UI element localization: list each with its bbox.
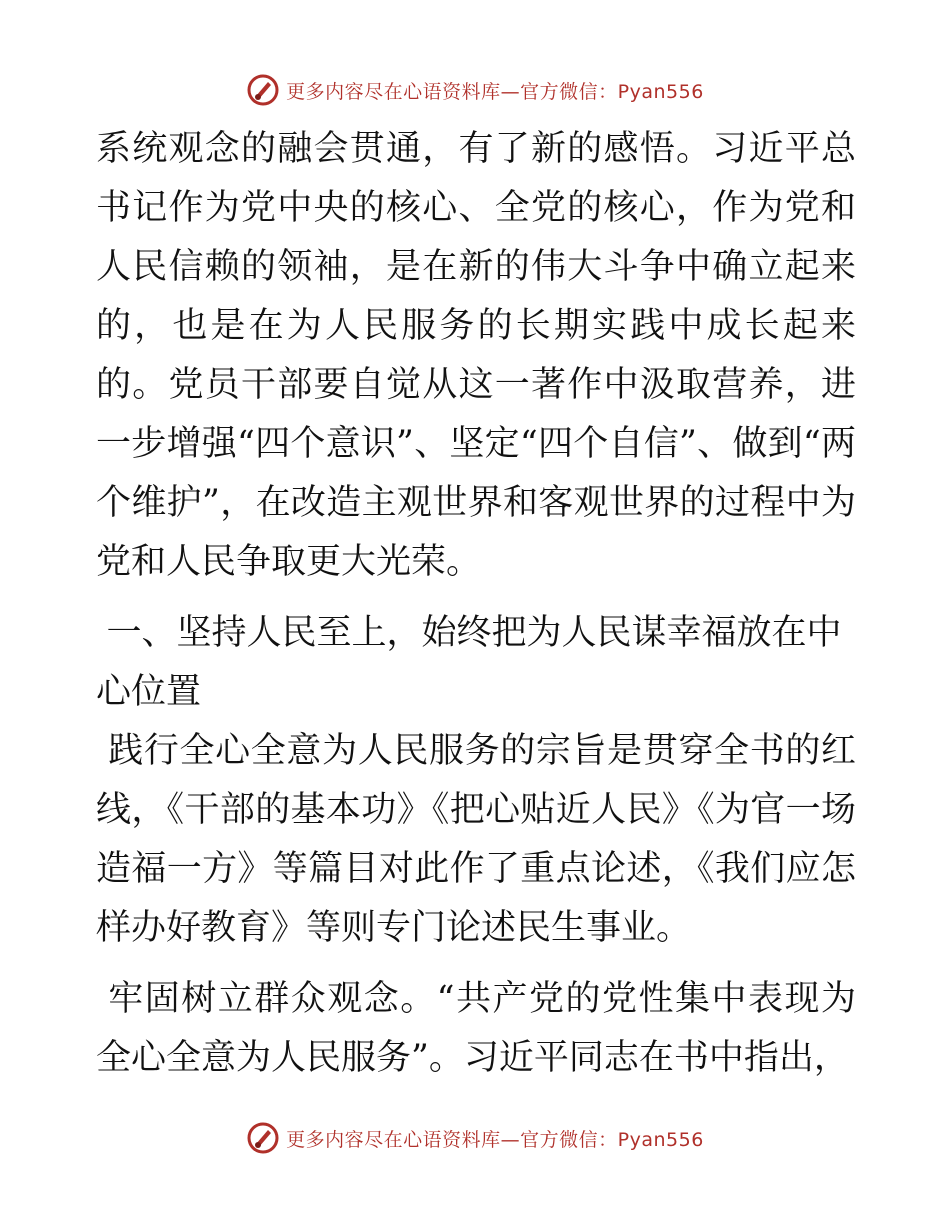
logo-icon <box>246 73 280 107</box>
header-watermark-banner <box>0 70 950 110</box>
paragraph-3: 牢固树立群众观念。“共产党的党性集中表现为全心全意为人民服务”。习近平同志在书中指出， <box>96 979 856 1078</box>
document-body <box>96 120 856 1088</box>
banner-text: 更多内容尽在心语资料库—官方微信：Pyan556 <box>286 80 704 103</box>
logo-icon <box>246 1121 280 1155</box>
paragraph-1: 系统观念的融会贯通，有了新的感悟。习近平总书记作为党中央的核心、全党的核心，作为党和人民信赖的领袖，是在新的伟大斗争中确立起来的，也是在为人民服务的长期实践中成长起来的。党员干部要自觉从这一著作中汲取营养，进一步增强“四个意识”、坚定“四个自信”、做到“两个维护”，在改造主观世界和客观世界的过程中为党和人民争取更大光荣。 <box>96 129 856 582</box>
section-heading: 一、坚持人民至上，始终把为人民谋幸福放在中心位置 <box>96 613 842 712</box>
banner-text: 更多内容尽在心语资料库—官方微信：Pyan556 <box>286 1128 704 1151</box>
paragraph-2: 践行全心全意为人民服务的宗旨是贯穿全书的红线，《干部的基本功》《把心贴近人民》《为官一场造福一方》等篇目对此作了重点论述，《我们应怎样办好教育》等则专门论述民生事业。 <box>96 731 856 948</box>
footer-watermark-banner <box>0 1118 950 1158</box>
